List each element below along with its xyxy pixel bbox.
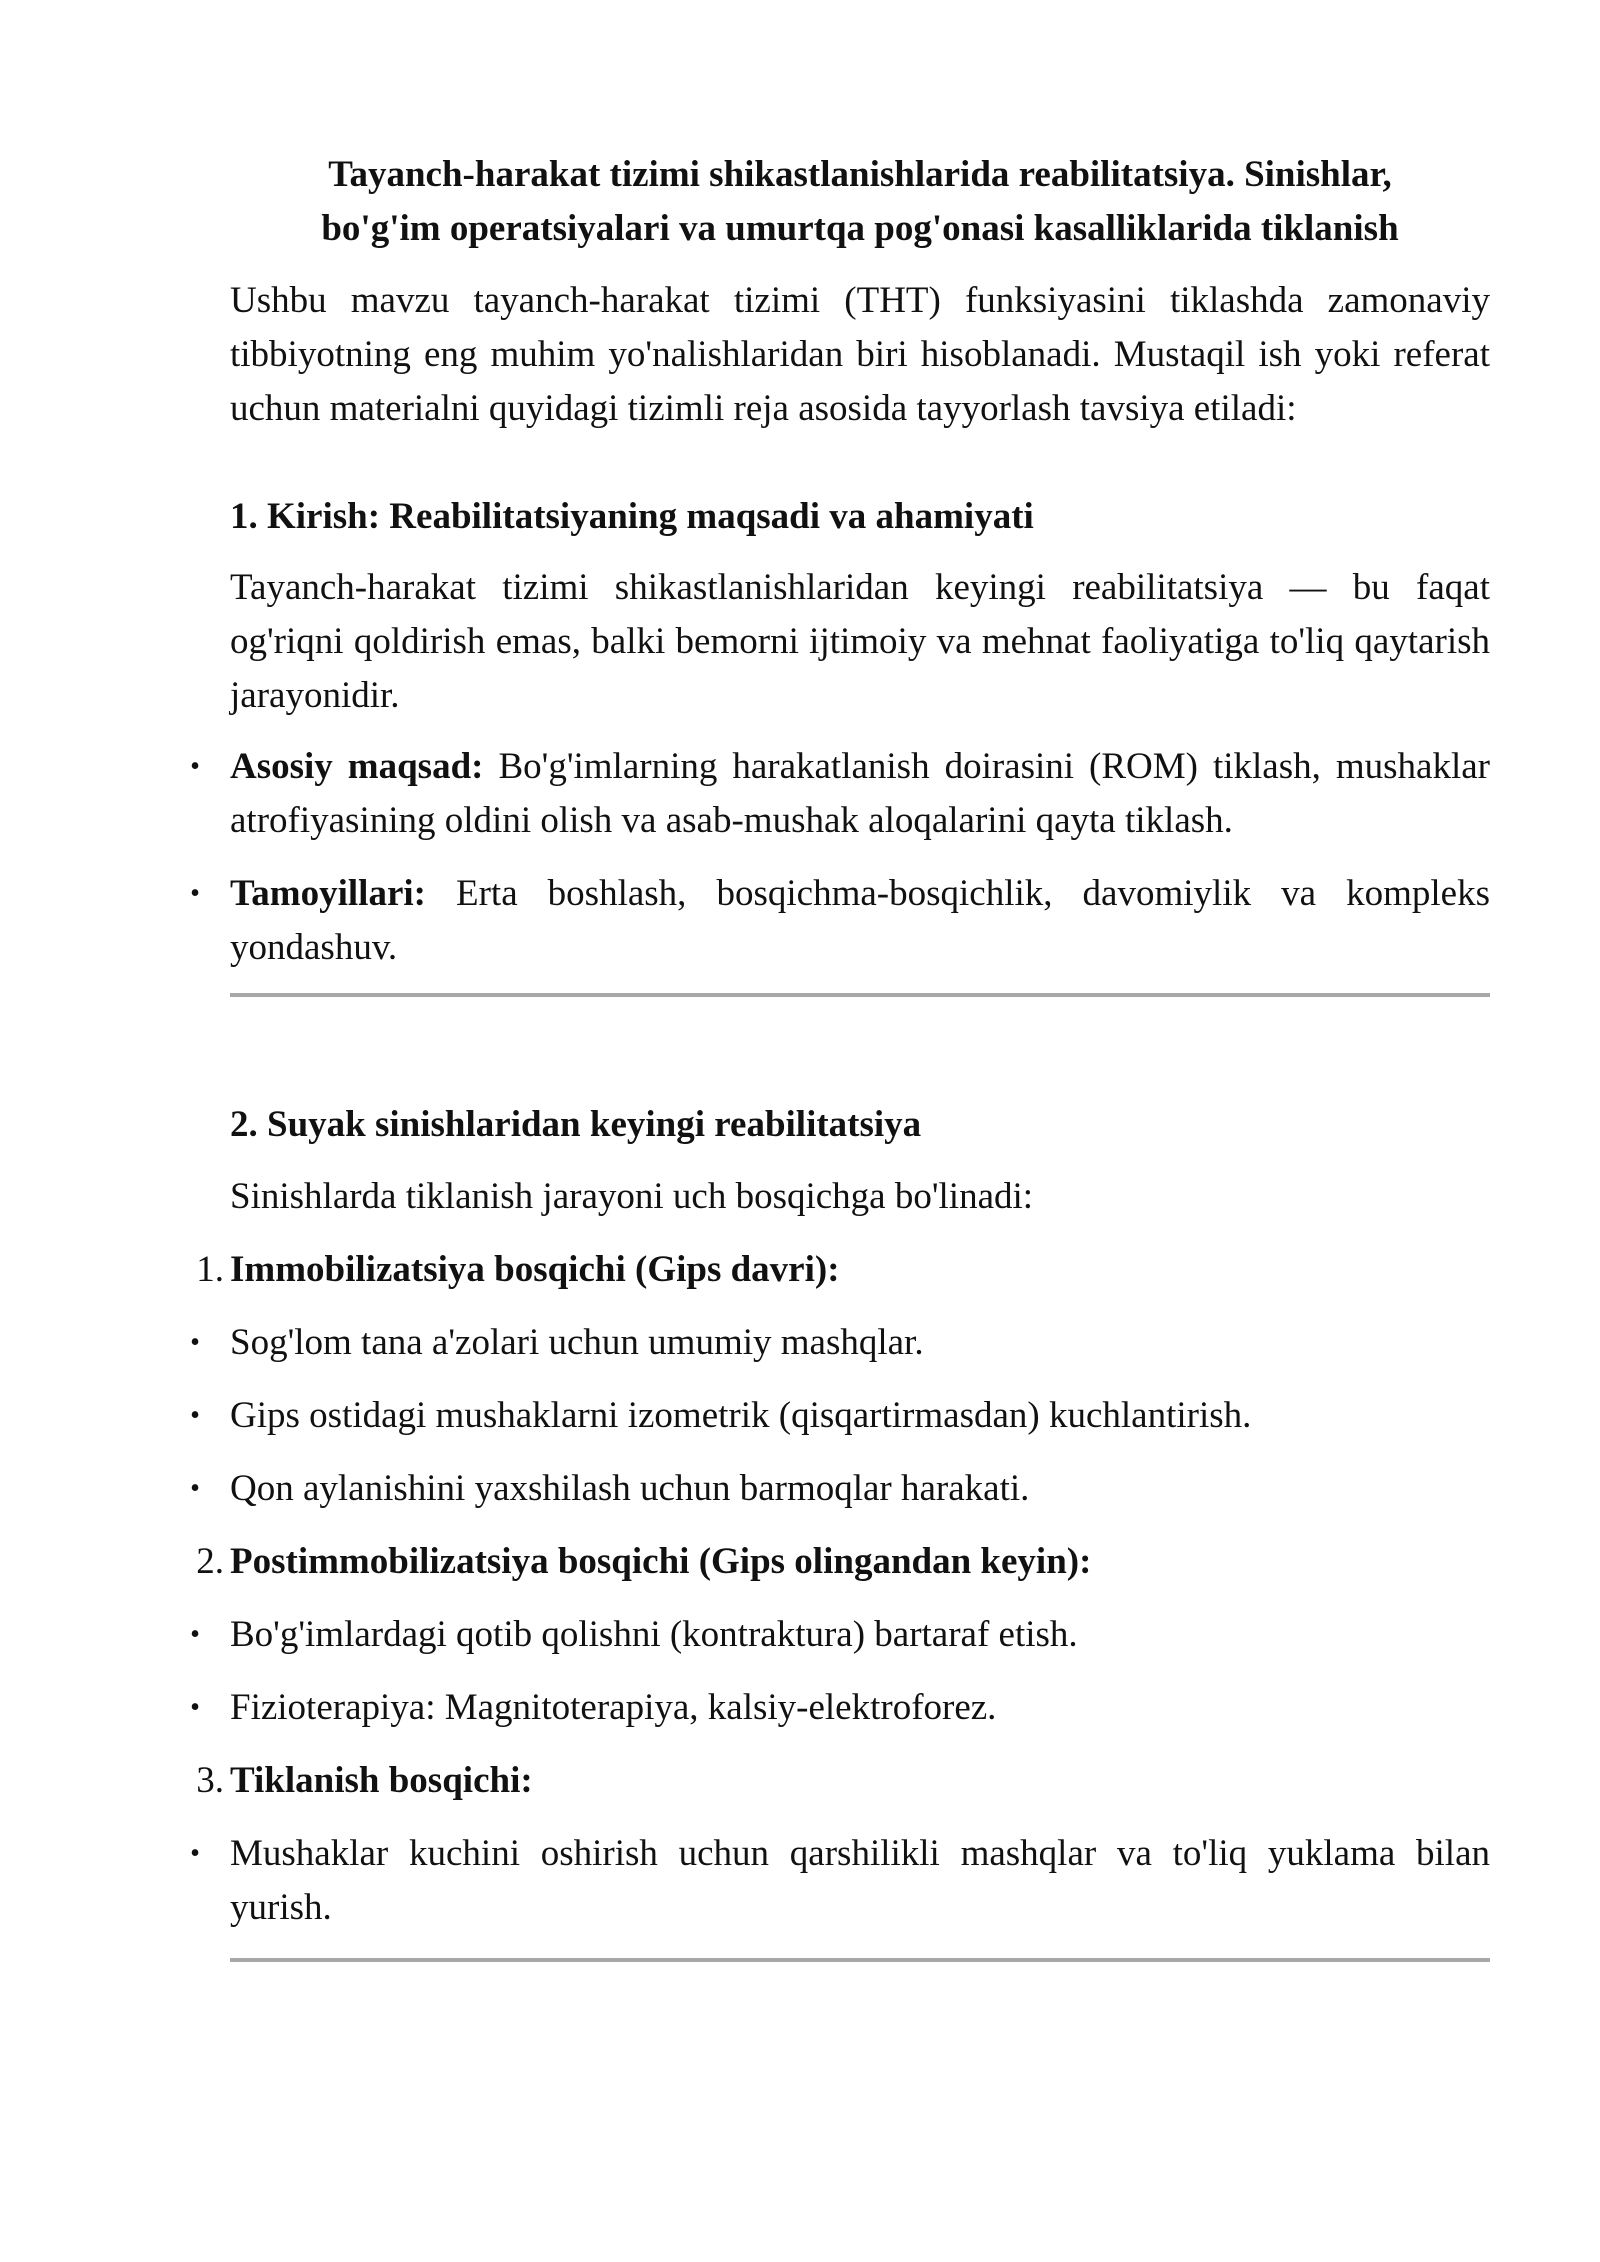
bullet-icon: •	[190, 878, 200, 909]
list-item	[190, 1462, 1490, 1516]
intro-paragraph: Ushbu mavzu tayanch-harakat tizimi (THT) funksiyasini tiklashda zamonaviy tibbiyotning eng muhim yo'nalishlaridan biri hisoblanadi. Mustaqil ish yoki referat uchun materialni quyidagi tizimli reja asosida tayyorlash tavsiya etiladi:	[230, 280, 1490, 429]
stage-item	[196, 1243, 1490, 1297]
document-title	[230, 148, 1490, 256]
bullet-text: Qon aylanishini yaxshilash uchun barmoqlar harakati.	[230, 1468, 1030, 1509]
stage-title: Postimmobilizatsiya bosqichi (Gips olingandan keyin):	[230, 1541, 1092, 1582]
bullet-icon: •	[190, 1400, 200, 1431]
stage-title: Immobilizatsiya bosqichi (Gips davri):	[230, 1249, 840, 1290]
bullet-text: Erta boshlash, bosqichma-bosqichlik, davomiylik va kompleks yondashuv.	[230, 873, 1490, 968]
bullet-text: Gips ostidagi mushaklarni izometrik (qisqartirmasdan) kuchlantirish.	[230, 1395, 1252, 1436]
list-item	[190, 1681, 1490, 1735]
title-line-2: bo'g'im operatsiyalari va umurtqa pog'onasi kasalliklarida tiklanish	[321, 208, 1399, 249]
bullet-text: Mushaklar kuchini oshirish uchun qarshilikli mashqlar va to'liq yuklama bilan yurish.	[230, 1833, 1490, 1928]
section-2-heading: 2. Suyak sinishlaridan keyingi reabilitatsiya	[230, 1104, 922, 1145]
bullet-icon: •	[190, 1473, 200, 1504]
bullet-label: Asosiy maqsad:	[230, 746, 484, 787]
stage-title: Tiklanish bosqichi:	[230, 1760, 533, 1801]
list-item	[190, 867, 1490, 975]
bullet-icon: •	[190, 1327, 200, 1358]
bullet-text: Bo'g'imlardagi qotib qolishni (kontraktura) bartaraf etish.	[230, 1614, 1078, 1655]
stage-number: 3.	[196, 1760, 224, 1801]
stage-item	[196, 1754, 1490, 1808]
list-item	[190, 1827, 1490, 1935]
bullet-icon: •	[190, 751, 200, 782]
section-2-intro: Sinishlarda tiklanish jarayoni uch bosqichga bo'linadi:	[230, 1176, 1034, 1217]
section-divider	[230, 993, 1490, 997]
bullet-label: Tamoyillari:	[230, 873, 426, 914]
list-item	[190, 1316, 1490, 1370]
bullet-text: Sog'lom tana a'zolari uchun umumiy mashqlar.	[230, 1322, 924, 1363]
section-1-paragraph: Tayanch-harakat tizimi shikastlanishlaridan keyingi reabilitatsiya — bu faqat og'riqni qoldirish emas, balki bemorni ijtimoiy va mehnat faoliyatiga to'liq qaytarish jarayonidir.	[230, 567, 1490, 716]
bullet-icon: •	[190, 1692, 200, 1723]
section-1-heading: 1. Kirish: Reabilitatsiyaning maqsadi va ahamiyati	[230, 496, 1034, 537]
stage-item	[196, 1535, 1490, 1589]
list-item	[190, 740, 1490, 848]
list-item	[190, 1389, 1490, 1443]
stage-number: 1.	[196, 1249, 224, 1290]
list-item	[190, 1608, 1490, 1662]
title-line-1: Tayanch-harakat tizimi shikastlanishlarida reabilitatsiya. Sinishlar,	[328, 154, 1392, 195]
bullet-icon: •	[190, 1838, 200, 1869]
section-divider	[230, 1958, 1490, 1962]
stage-number: 2.	[196, 1541, 224, 1582]
bullet-icon: •	[190, 1619, 200, 1650]
bullet-text: Fizioterapiya: Magnitoterapiya, kalsiy-elektroforez.	[230, 1687, 997, 1728]
bullet-text: Bo'g'imlarning harakatlanish doirasini (ROM) tiklash, mushaklar atrofiyasining oldini olish va asab-mushak aloqalarini qayta tiklash.	[230, 746, 1490, 841]
